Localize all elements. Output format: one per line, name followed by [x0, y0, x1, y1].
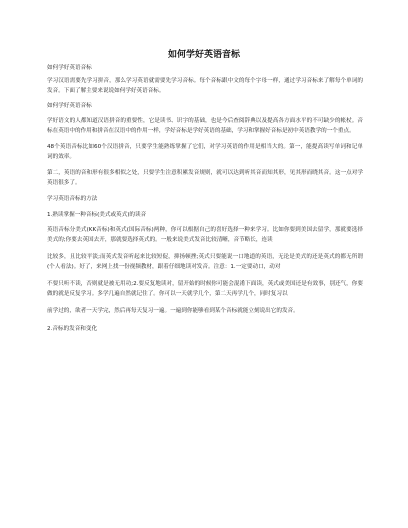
paragraph-importance: 学好语文的人都知道汉语拼音的重要性，它是读书、识字的基础，也是今后查阅辞典以及提高各方面水平的不可缺少的帐杖。音标在英语中的作用和拼音在汉语中的作用一样，学好音标是学好英语的基础，学习和掌握好音标是初中英语教学的一个重点。: [47, 118, 363, 134]
subheading-method-1: 1.熟读掌握一种音标(美式或英式)的读音: [47, 212, 147, 218]
paragraph-method-1b: 比较多，且比较平淡;而英式发音听起来比较短促，抑扬顿挫;英式只要能说一口地道的英语，无论是美式的还是英式的都无所谓(个人看法)。好了，来网上找一份视频教材，跟着仔细地读对发音。注意：1.一定要动口，动对: [47, 254, 363, 270]
subheading-method-2: 2.音标的发音和变化: [47, 325, 98, 332]
document-body: [47, 64, 363, 334]
section-heading-methods: 学习英语音标的方法: [47, 196, 98, 202]
paragraph-48-phonetics: 48个英语音标比如60个汉语拼音，只要学生能熟练掌握了它们，对学习英语的作用是相当大的。第一，能提高读写单词和记单词的效率。: [47, 144, 363, 160]
paragraph-method-1c: 不要只听不读，否则就是被无用功;2.要反复地读对，留开始的时候你可能会混淆下面读，英式或美国还是有效事，别还气，你要做的就是反复学习。多学几遍自然就记住了。你可以一天就学几个，第二天再学几个，同时复习以: [47, 281, 363, 297]
paragraph-method-1a: 英语音标分美式(KK音标)和英式(国际音标)两种，你可以根据自己的喜好选择一种来学习。比如你要到美国去留学，那就要选择美式的;你要去英国去开，那就要选择英式的。一般来说美式发音比较清晰，音节略长，连读: [47, 227, 363, 243]
section-heading-importance: 如何学好英语音标: [47, 103, 92, 109]
section-heading-intro: 如何学好英语音标: [47, 65, 92, 71]
document-title: 如何学好英语音标: [167, 50, 240, 60]
paragraph-method-1d: 前学过的，欲者一天学完，然后再每天复习一遍。一遍到你能够看到某个音标就能立刻说出它的发音。: [47, 308, 299, 314]
paragraph-intro: 学习汉语需要先学习拼音，那么学习英语就需要先学习音标。每个音标跟中文的每个字母一样，通过学习音标来了解每个单词的发音。下面了解主要来说说如何学好英语音标。: [47, 78, 363, 94]
paragraph-second-point: 第二，英语的音和形有很多相似之处，只要学生注意积累发音规则，就可以达到听其音而知其形，见其形而晓其音。这一点对学英语很多了。: [47, 170, 363, 186]
